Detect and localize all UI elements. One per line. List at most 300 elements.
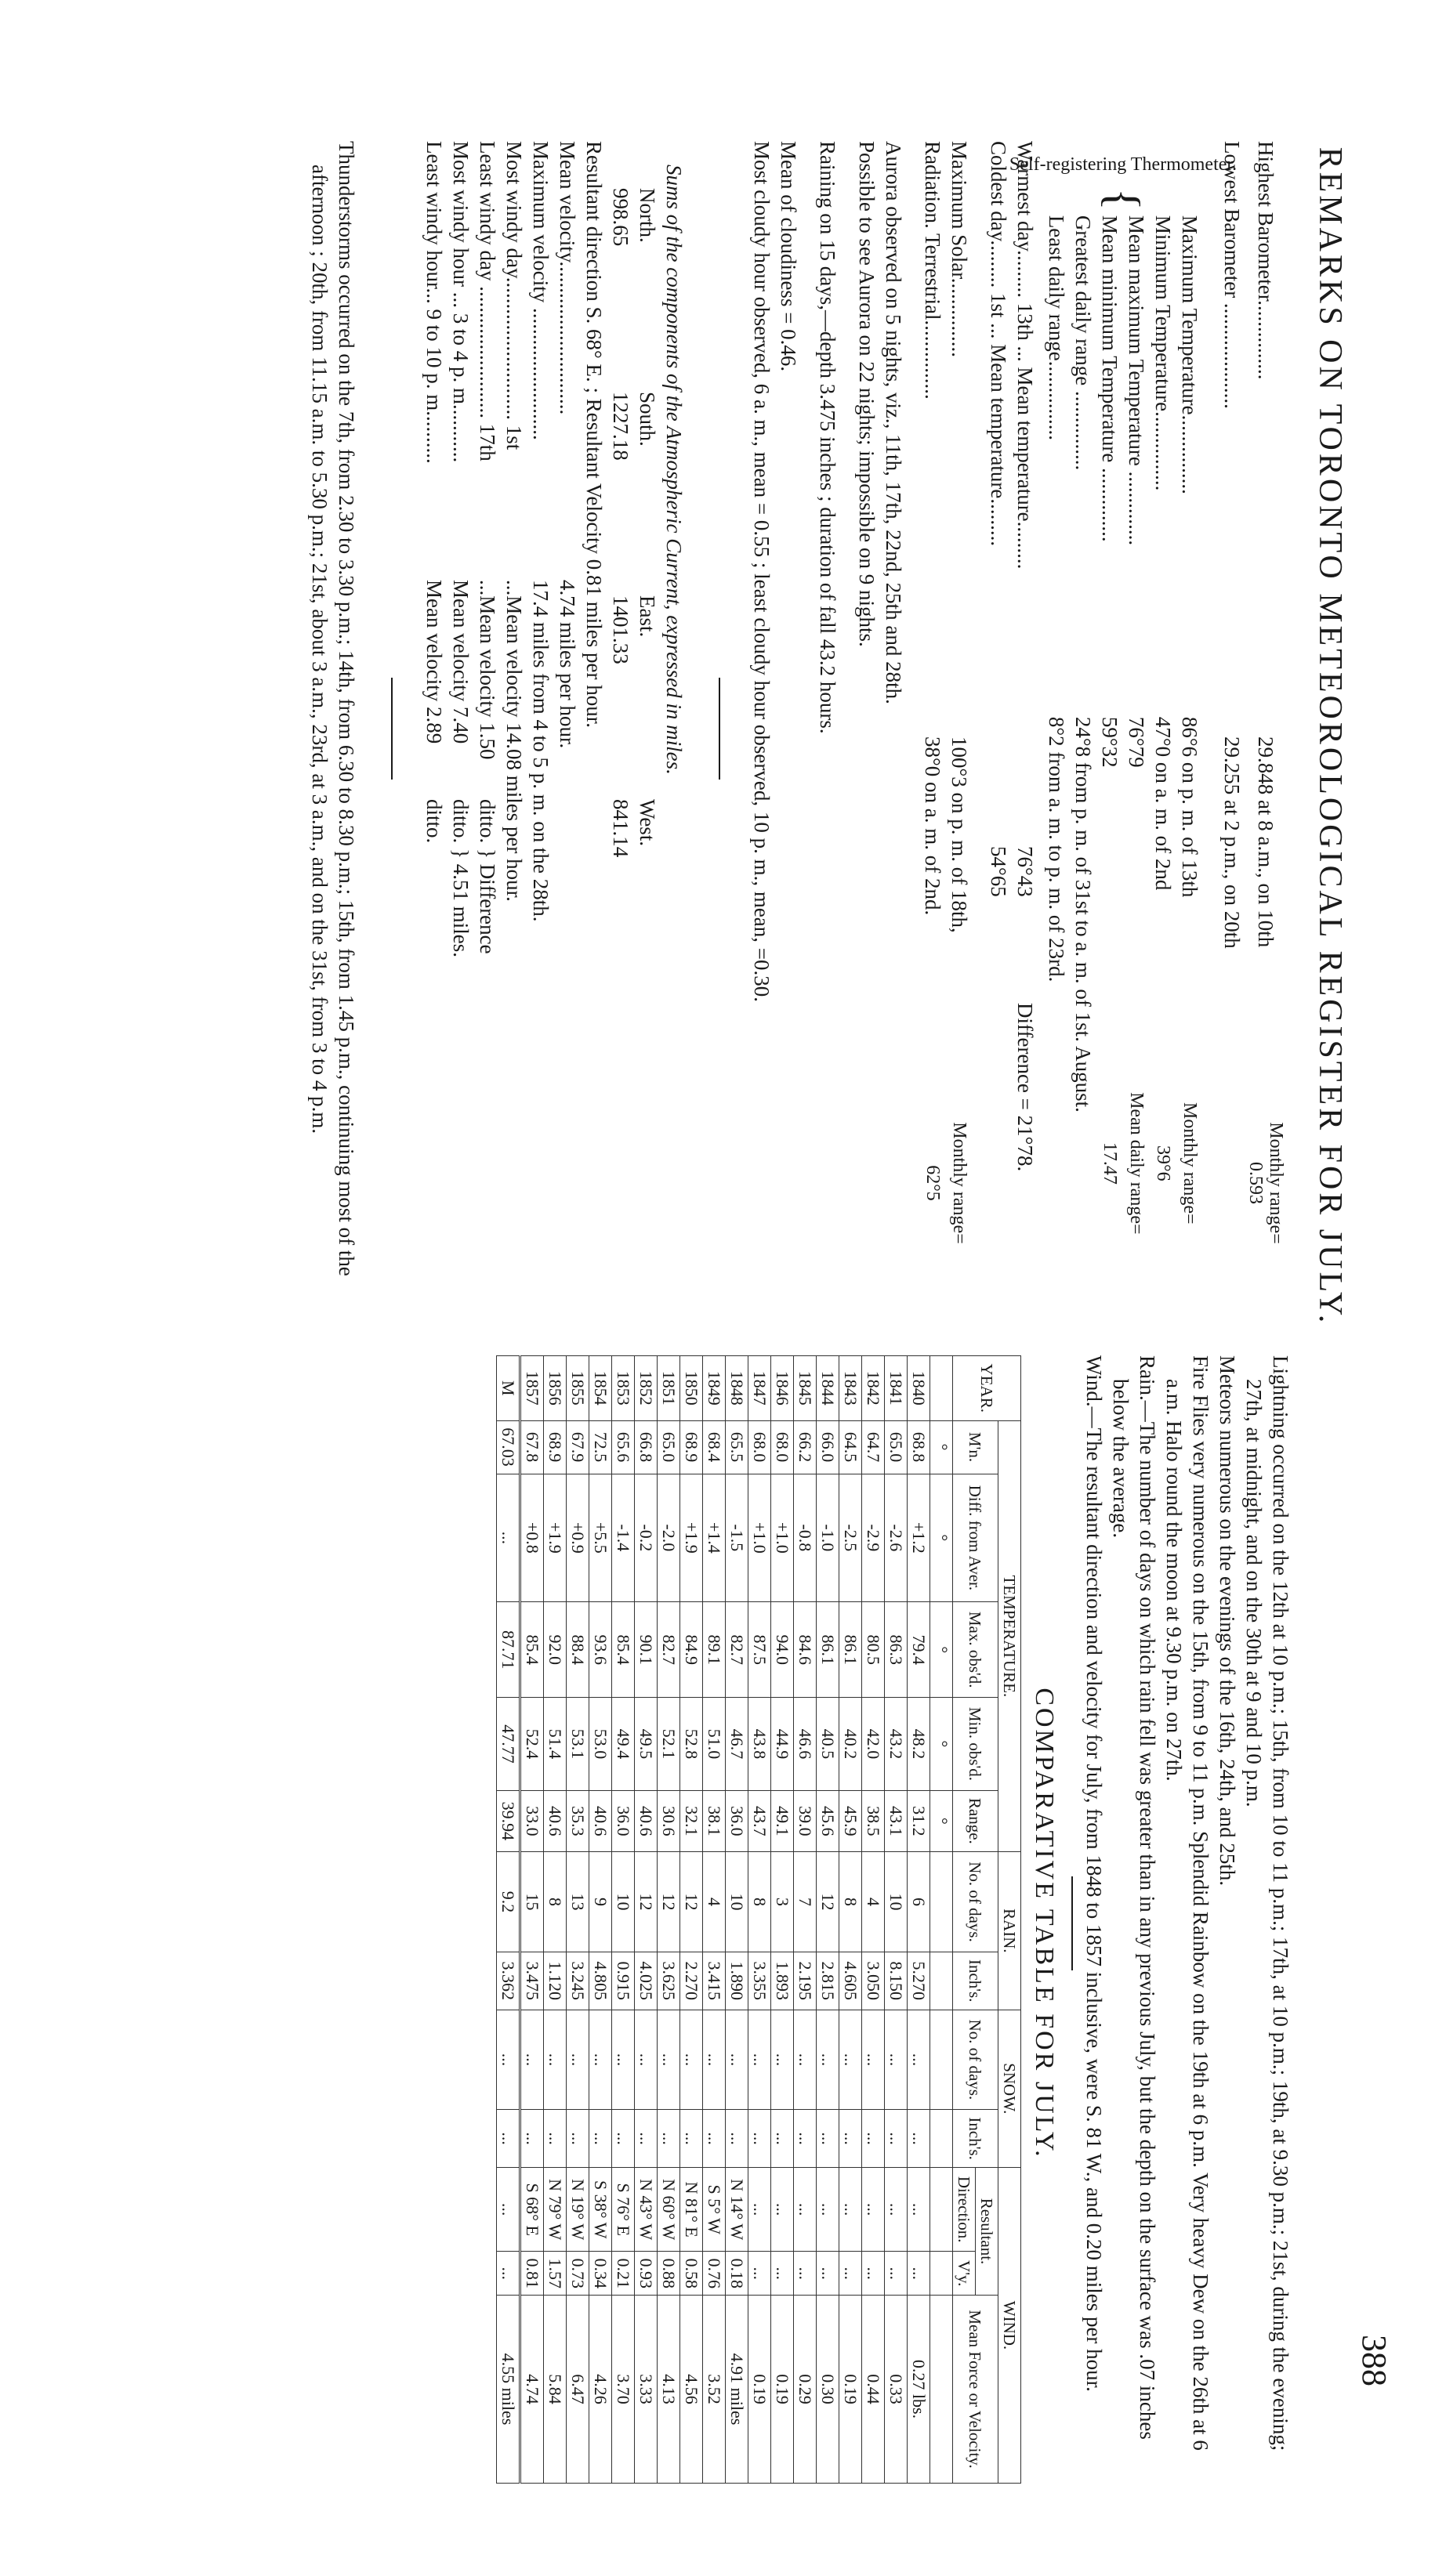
- cell-snow-days: ...: [703, 2010, 726, 2110]
- cell-range: 39.0: [794, 1790, 817, 1852]
- cell-year: 1854: [589, 1356, 612, 1421]
- cell-mean: 64.5: [839, 1420, 862, 1474]
- cell-snow-inches: ...: [680, 2110, 703, 2168]
- line-value: 29.255 at 2 p.m., on 20th: [1220, 736, 1244, 949]
- line-note: 39°6: [1153, 1145, 1173, 1181]
- cell-rain-inches: 3.475: [520, 1952, 544, 2010]
- cell-rain-days: 9: [589, 1852, 612, 1952]
- cell-snow-days: ...: [908, 2010, 930, 2110]
- cell-diff: -1.5: [726, 1474, 748, 1602]
- line-label: Mean maximum Temperature ..............: [1125, 215, 1148, 546]
- cell-rain-inches: 2.270: [680, 1952, 703, 2010]
- cloudiness-line: Most cloudy hour observed, 6 a. m., mean = 0.55 ; least cloudy hour observed, 10 p. m., mean, =0.30.: [750, 141, 774, 1003]
- barometer-line: [1219, 141, 1245, 1316]
- velocity-value: Mean velocity 2.89: [422, 580, 446, 744]
- cell-rain-inches: 4.025: [635, 1952, 658, 2010]
- cell-rain-days: 12: [680, 1852, 703, 1952]
- cell-rain-inches: 8.150: [885, 1952, 908, 2010]
- spacer: [973, 141, 985, 1316]
- cell-snow-inches: ...: [839, 2110, 862, 2168]
- cell-rain-inches: 4.605: [839, 1952, 862, 2010]
- cell-rain-days: 6: [908, 1852, 930, 1952]
- page-number: 388: [1355, 2335, 1393, 2386]
- cell-direction: ...: [817, 2167, 839, 2251]
- thunderstorms-paragraph: Thunderstorms occurred on the 7th, from 2.30 to 3.30 p.m.; 14th, from 6.30 to 8.30 p.m.; 15th, from 1.45 p.m., continuing most of the afternoon ; 20th, from 11.15 a.m. to 5.30 p.m.; 21st, about 3 a.m., 23rd, at 3 a.m., and on the 31st, from 3 to 4 p.m.: [308, 141, 358, 1276]
- cell-snow-days: ...: [885, 2010, 908, 2110]
- range-value: 0.593: [1245, 1162, 1266, 1204]
- cell-mean: 68.8: [908, 1420, 930, 1474]
- cell-direction: S 38° W: [589, 2167, 612, 2251]
- header-year: YEAR.: [953, 1356, 1021, 1421]
- cell-mean-force: 4.74: [520, 2296, 544, 2484]
- cell-snow-days: ...: [658, 2010, 680, 2110]
- line-label: Coldest day......... 1st ... Mean temperature.........: [987, 141, 1010, 547]
- cell-diff: -0.8: [794, 1474, 817, 1602]
- cell-diff: -2.0: [658, 1474, 680, 1602]
- cell-max: 86.3: [885, 1602, 908, 1698]
- unit-cell: [930, 2252, 953, 2296]
- section-divider: [719, 678, 720, 780]
- cell-rain-days: 8: [544, 1852, 567, 1952]
- cell-min: 48.2: [908, 1698, 930, 1790]
- line-value: 76°79: [1125, 716, 1148, 768]
- table-row: [703, 1356, 726, 2484]
- cell-range: 40.6: [544, 1790, 567, 1852]
- thermometer-group-label: Self-registering Thermometer.: [1009, 154, 1238, 175]
- cell-diff: -2.9: [862, 1474, 885, 1602]
- col-range: Range.: [953, 1790, 998, 1852]
- cell-snow-days: ...: [794, 2010, 817, 2110]
- cell-velocity: 0.81: [520, 2252, 544, 2296]
- cell-rain-days: 12: [635, 1852, 658, 1952]
- line-label: Maximum Temperature...............: [1178, 215, 1201, 494]
- radiation-line: [919, 141, 946, 1316]
- cell-mean: 68.0: [771, 1420, 794, 1474]
- table-header-row: [976, 1356, 998, 2484]
- col-velocity: V'y.: [953, 2252, 976, 2296]
- direction-west: West.: [636, 799, 659, 847]
- cell-snow-days: ...: [839, 2010, 862, 2110]
- cell-max: 88.4: [567, 1602, 589, 1698]
- velocity-label: Mean velocity.............................: [556, 141, 579, 415]
- value-north: 998.65: [609, 188, 632, 247]
- cell-min: 43.2: [885, 1698, 908, 1790]
- cell-velocity: 0.93: [635, 2252, 658, 2296]
- header-temperature: TEMPERATURE.: [998, 1420, 1021, 1852]
- line-note: Mean daily range=: [1126, 1092, 1147, 1235]
- right-column: [496, 1355, 1294, 2491]
- spacer: [1206, 141, 1219, 1316]
- cell-velocity: ...: [885, 2252, 908, 2296]
- cell-mean: 67.9: [567, 1420, 589, 1474]
- col-max: Max. obs'd.: [953, 1602, 998, 1698]
- cell-min: 42.0: [862, 1698, 885, 1790]
- cell-mean-force: 3.33: [635, 2296, 658, 2484]
- cell-mean: 66.8: [635, 1420, 658, 1474]
- table-row: [885, 1356, 908, 2484]
- cell-rain-inches: 3.245: [567, 1952, 589, 2010]
- cell-year: 1851: [658, 1356, 680, 1421]
- line-label: Mean minimum Temperature ..............: [1098, 215, 1122, 542]
- cell-min: 53.1: [567, 1698, 589, 1790]
- mean-cell-rain-inches: 3.362: [497, 1952, 520, 2010]
- cell-snow-inches: ...: [544, 2110, 567, 2168]
- cell-min: 46.7: [726, 1698, 748, 1790]
- cell-mean-force: 0.19: [771, 2296, 794, 2484]
- cell-snow-inches: ...: [748, 2110, 771, 2168]
- cell-rain-days: 12: [658, 1852, 680, 1952]
- cell-direction: ...: [771, 2167, 794, 2251]
- cell-range: 36.0: [726, 1790, 748, 1852]
- sums-title: Sums of the components of the Atmospheric Current, expressed in miles.: [662, 165, 686, 775]
- cell-rain-inches: 3.050: [862, 1952, 885, 2010]
- mean-cell-snow-days: ...: [497, 2010, 520, 2110]
- cell-diff: +1.9: [680, 1474, 703, 1602]
- cell-snow-days: ...: [520, 2010, 544, 2110]
- cell-mean: 68.9: [680, 1420, 703, 1474]
- cell-year: 1852: [635, 1356, 658, 1421]
- unit-cell: [930, 1356, 953, 1421]
- cell-diff: +1.9: [544, 1474, 567, 1602]
- cell-velocity: 0.73: [567, 2252, 589, 2296]
- cell-max: 94.0: [771, 1602, 794, 1698]
- cell-rain-days: 8: [839, 1852, 862, 1952]
- cell-diff: +1.2: [908, 1474, 930, 1602]
- brace-label: Monthly range=: [1266, 1122, 1286, 1244]
- cell-direction: ...: [908, 2167, 930, 2251]
- col-rain-inches: Inch's.: [953, 1952, 998, 2010]
- table-row: [567, 1356, 589, 2484]
- cell-rain-inches: 4.805: [589, 1952, 612, 2010]
- aurora-line: Possible to see Aurora on 22 nights; impossible on 9 nights.: [855, 141, 879, 647]
- cell-rain-inches: 1.890: [726, 1952, 748, 2010]
- value-east: 1401.33: [609, 595, 632, 664]
- velocity-label: Most windy hour ... 3 to 4 p. m...........: [449, 141, 473, 463]
- cell-rain-days: 7: [794, 1852, 817, 1952]
- cell-rain-days: 10: [885, 1852, 908, 1952]
- cell-min: 40.2: [839, 1698, 862, 1790]
- cell-range: 36.0: [612, 1790, 635, 1852]
- cell-diff: +1.4: [703, 1474, 726, 1602]
- radiation-line: [946, 141, 973, 1316]
- cell-snow-inches: ...: [520, 2110, 544, 2168]
- cell-mean-force: 0.27 lbs.: [908, 2296, 930, 2484]
- cell-snow-days: ...: [862, 2010, 885, 2110]
- unit-cell: °: [930, 1602, 953, 1698]
- cell-year: 1855: [567, 1356, 589, 1421]
- cell-direction: S 68° E: [520, 2167, 544, 2251]
- line-value: 38°0 on a. m. of 2nd.: [921, 736, 944, 916]
- cell-snow-days: ...: [817, 2010, 839, 2110]
- cloudiness-line: Mean of cloudiness = 0.46.: [777, 141, 800, 372]
- cell-direction: S 76° E: [612, 2167, 635, 2251]
- table-row: [544, 1356, 567, 2484]
- line-label: Greatest daily range ...............: [1071, 215, 1095, 471]
- line-note: 62°5: [922, 1165, 943, 1201]
- velocity-value: 17.4 miles from 4 to 5 p. m. on the 28th.: [529, 580, 553, 922]
- cell-max: 82.7: [726, 1602, 748, 1698]
- velocity-line: [421, 141, 448, 1316]
- cell-max: 90.1: [635, 1602, 658, 1698]
- cell-direction: S 5° W: [703, 2167, 726, 2251]
- cell-snow-days: ...: [612, 2010, 635, 2110]
- line-value: 29.848 at 8 a.m., on 10th: [1254, 736, 1277, 948]
- table-row: [794, 1356, 817, 2484]
- thermometer-line: [1150, 215, 1176, 1265]
- cell-rain-inches: 3.355: [748, 1952, 771, 2010]
- cell-min: 52.1: [658, 1698, 680, 1790]
- cell-rain-inches: 2.195: [794, 1952, 817, 2010]
- mean-cell-min: 47.77: [497, 1698, 520, 1790]
- cell-diff: -1.0: [817, 1474, 839, 1602]
- cell-mean: 68.4: [703, 1420, 726, 1474]
- mean-cell-range: 39.94: [497, 1790, 520, 1852]
- raining-line: Raining on 15 days,—depth 3.475 inches ; duration of fall 43.2 hours.: [816, 141, 839, 734]
- cell-velocity: ...: [748, 2252, 771, 2296]
- cell-direction: ...: [885, 2167, 908, 2251]
- sums-directions: [634, 188, 661, 1316]
- section-divider: [1071, 1876, 1073, 1970]
- velocity-line: [448, 141, 474, 1316]
- aurora-line: Aurora observed on 5 nights, viz., 11th, 17th, 22nd, 25th and 28th.: [882, 141, 905, 704]
- col-mean: M'n.: [953, 1420, 998, 1474]
- line-note: Monthly range=: [949, 1122, 969, 1244]
- table-row: [520, 1356, 544, 2484]
- line-value: 54°65: [987, 846, 1010, 897]
- cell-year: 1849: [703, 1356, 726, 1421]
- cell-mean: 65.0: [658, 1420, 680, 1474]
- cell-rain-days: 12: [817, 1852, 839, 1952]
- col-diff: Diff. from Aver.: [953, 1474, 998, 1602]
- table-row: [589, 1356, 612, 2484]
- line-value: 59°32: [1098, 716, 1122, 768]
- table-units-row: [930, 1356, 953, 2484]
- cell-snow-inches: ...: [862, 2110, 885, 2168]
- line-label: Lowest Barometer ....................: [1220, 141, 1244, 409]
- cell-snow-inches: ...: [817, 2110, 839, 2168]
- cell-mean: 65.5: [726, 1420, 748, 1474]
- cell-mean-force: 4.13: [658, 2296, 680, 2484]
- table-row: [612, 1356, 635, 2484]
- cell-velocity: 0.76: [703, 2252, 726, 2296]
- cell-snow-inches: ...: [908, 2110, 930, 2168]
- cell-max: 85.4: [612, 1602, 635, 1698]
- cell-min: 44.9: [771, 1698, 794, 1790]
- line-label: Radiation. Terrestrial...............: [921, 141, 944, 400]
- cell-min: 46.6: [794, 1698, 817, 1790]
- cell-range: 30.6: [658, 1790, 680, 1852]
- line-value: 24°8 from p. m. of 31st to a. m. of 1st. August.: [1071, 716, 1095, 1113]
- col-direction: Direction.: [953, 2167, 976, 2251]
- cell-diff: +0.9: [567, 1474, 589, 1602]
- cell-rain-days: 10: [612, 1852, 635, 1952]
- unit-cell: [930, 1952, 953, 2010]
- comparative-table: [496, 1355, 1021, 2484]
- page-title: REMARKS ON TORONTO METEOROLOGICAL REGISTER FOR JULY.: [1312, 147, 1348, 1326]
- cell-direction: N 14° W: [726, 2167, 748, 2251]
- line-label: Warmest day......... 13th ... Mean temperature.........: [1013, 141, 1037, 570]
- cell-rain-inches: 1.893: [771, 1952, 794, 2010]
- cell-snow-inches: ...: [885, 2110, 908, 2168]
- spacer: [802, 141, 814, 1316]
- thermometer-lines: [1043, 215, 1203, 1265]
- mean-cell-snow-inches: ...: [497, 2110, 520, 2168]
- direction-north: North.: [636, 188, 659, 243]
- mean-cell-direction: ...: [497, 2167, 520, 2251]
- comparative-table-body: [497, 1356, 930, 2484]
- wind-paragraph: Wind.—The resultant direction and velocity for July, from 1848 to 1857 inclusive, were S. 81 W., and 0.20 miles per hour.: [1082, 1355, 1106, 2392]
- cell-direction: N 60° W: [658, 2167, 680, 2251]
- cell-mean-force: 4.91 miles: [726, 2296, 748, 2484]
- cell-range: 33.0: [520, 1790, 544, 1852]
- cell-year: 1846: [771, 1356, 794, 1421]
- cell-range: 35.3: [567, 1790, 589, 1852]
- cell-year: 1850: [680, 1356, 703, 1421]
- cell-rain-inches: 2.815: [817, 1952, 839, 2010]
- cell-max: 87.5: [748, 1602, 771, 1698]
- cell-min: 51.4: [544, 1698, 567, 1790]
- cell-min: 49.5: [635, 1698, 658, 1790]
- cell-year: 1842: [862, 1356, 885, 1421]
- cell-mean: 67.8: [520, 1420, 544, 1474]
- table-row: [817, 1356, 839, 2484]
- thermometer-group-label-wrap: [1009, 141, 1238, 188]
- cell-direction: N 81° E: [680, 2167, 703, 2251]
- cell-direction: N 19° W: [567, 2167, 589, 2251]
- cell-snow-inches: ...: [794, 2110, 817, 2168]
- velocity-label: Maximum velocity .........................: [529, 141, 553, 440]
- unit-cell: [930, 1852, 953, 1952]
- cell-rain-inches: 0.915: [612, 1952, 635, 2010]
- cell-max: 85.4: [520, 1602, 544, 1698]
- cell-max: 80.5: [862, 1602, 885, 1698]
- table-row: [658, 1356, 680, 2484]
- cell-year: 1856: [544, 1356, 567, 1421]
- cell-snow-inches: ...: [726, 2110, 748, 2168]
- cell-max: 84.9: [680, 1602, 703, 1698]
- velocity-note: ditto.: [422, 799, 446, 844]
- cell-range: 32.1: [680, 1790, 703, 1852]
- cell-mean-force: 0.44: [862, 2296, 885, 2484]
- cell-rain-days: 3: [771, 1852, 794, 1952]
- cell-diff: -2.5: [839, 1474, 862, 1602]
- line-value: 47°0 on a. m. of 2nd: [1151, 716, 1175, 891]
- cell-max: 93.6: [589, 1602, 612, 1698]
- cell-diff: -1.4: [612, 1474, 635, 1602]
- velocity-value: Mean velocity 7.40: [449, 580, 473, 744]
- velocity-value: ...Mean velocity 1.50: [476, 580, 499, 760]
- cell-mean-force: 3.70: [612, 2296, 635, 2484]
- cell-mean: 72.5: [589, 1420, 612, 1474]
- cell-year: 1844: [817, 1356, 839, 1421]
- cell-rain-days: 15: [520, 1852, 544, 1952]
- cell-direction: ...: [862, 2167, 885, 2251]
- header-wind: WIND.: [998, 2167, 1021, 2483]
- unit-cell: [930, 2110, 953, 2168]
- cell-velocity: ...: [862, 2252, 885, 2296]
- table-row: [908, 1356, 930, 2484]
- cell-direction: ...: [748, 2167, 771, 2251]
- cell-diff: +0.8: [520, 1474, 544, 1602]
- cell-mean-force: 6.47: [567, 2296, 589, 2484]
- velocity-line: [554, 141, 581, 1316]
- unit-cell: °: [930, 1698, 953, 1790]
- line-note: 17.47: [1100, 1141, 1120, 1185]
- cell-year: 1857: [520, 1356, 544, 1421]
- cell-range: 40.6: [589, 1790, 612, 1852]
- cell-mean-force: 5.84: [544, 2296, 567, 2484]
- cell-diff: +1.0: [748, 1474, 771, 1602]
- header-rain: RAIN.: [998, 1852, 1021, 2010]
- cell-max: 82.7: [658, 1602, 680, 1698]
- table-row: [635, 1356, 658, 2484]
- table-mean-row: [497, 1356, 520, 2484]
- thermometer-line: [1176, 215, 1203, 1265]
- col-snow-days: No. of days.: [953, 2010, 998, 2110]
- brace-glyph: {: [1097, 188, 1149, 211]
- unit-cell: °: [930, 1474, 953, 1602]
- table-row: [726, 1356, 748, 2484]
- lightning-paragraph: Lightning occurred on the 12th at 10 p.m.; 15th, from 10 to 11 p.m.; 17th, at 10 p.m.; 19th, at 9.30 p.m.; 21st, during the evening; 27th, at midnight, and on the 30th at 9 and 10 p.m.: [1242, 1355, 1292, 2451]
- spacer: [841, 141, 853, 1316]
- cell-direction: ...: [794, 2167, 817, 2251]
- line-note: [1245, 1081, 1286, 1285]
- value-south: 1227.18: [609, 392, 632, 461]
- value-west: 841.14: [609, 799, 632, 858]
- col-snow-inches: Inch's.: [953, 2110, 998, 2168]
- sums-values: [607, 188, 634, 1316]
- line-label: Least daily range...............: [1045, 215, 1068, 440]
- barometer-line: [1245, 141, 1286, 1316]
- cell-min: 52.8: [680, 1698, 703, 1790]
- velocity-note: ditto. } Difference: [476, 799, 499, 954]
- cell-diff: -2.6: [885, 1474, 908, 1602]
- table-row: [839, 1356, 862, 2484]
- line-value: 8°2 from a. m. to p. m. of 23rd.: [1045, 716, 1068, 982]
- line-note: Difference = 21°78.: [1013, 1003, 1037, 1172]
- mean-cell-rain-days: 9.2: [497, 1852, 520, 1952]
- cell-velocity: 0.34: [589, 2252, 612, 2296]
- velocity-line: [527, 141, 554, 1316]
- header-snow: SNOW.: [998, 2010, 1021, 2167]
- table-row: [680, 1356, 703, 2484]
- warmest-coldest-section: [985, 141, 1038, 1316]
- direction-east: East.: [636, 595, 659, 638]
- col-mean-force: Mean Force or Velocity.: [953, 2296, 998, 2484]
- table-row: [862, 1356, 885, 2484]
- cell-rain-days: 8: [748, 1852, 771, 1952]
- cell-max: 86.1: [839, 1602, 862, 1698]
- direction-south: South.: [636, 392, 659, 447]
- cell-range: 38.5: [862, 1790, 885, 1852]
- cell-direction: N 43° W: [635, 2167, 658, 2251]
- cell-diff: -0.2: [635, 1474, 658, 1602]
- unit-cell: [930, 2010, 953, 2110]
- cell-snow-inches: ...: [589, 2110, 612, 2168]
- velocity-label: Least windy day ......................... 17th: [476, 141, 499, 461]
- cell-snow-inches: ...: [658, 2110, 680, 2168]
- cell-range: 45.6: [817, 1790, 839, 1852]
- velocity-section: [421, 141, 581, 1316]
- cell-velocity: ...: [839, 2252, 862, 2296]
- mean-cell-mean-force: 4.55 miles: [497, 2296, 520, 2484]
- cell-velocity: 0.21: [612, 2252, 635, 2296]
- cell-snow-inches: ...: [567, 2110, 589, 2168]
- rain-paragraph: Rain.—The number of days on which rain fell was greater than in any previous July, but the depth on the surface was .07 inches below the average.: [1109, 1355, 1159, 2440]
- cell-snow-days: ...: [771, 2010, 794, 2110]
- cell-min: 52.4: [520, 1698, 544, 1790]
- cell-mean-force: 0.29: [794, 2296, 817, 2484]
